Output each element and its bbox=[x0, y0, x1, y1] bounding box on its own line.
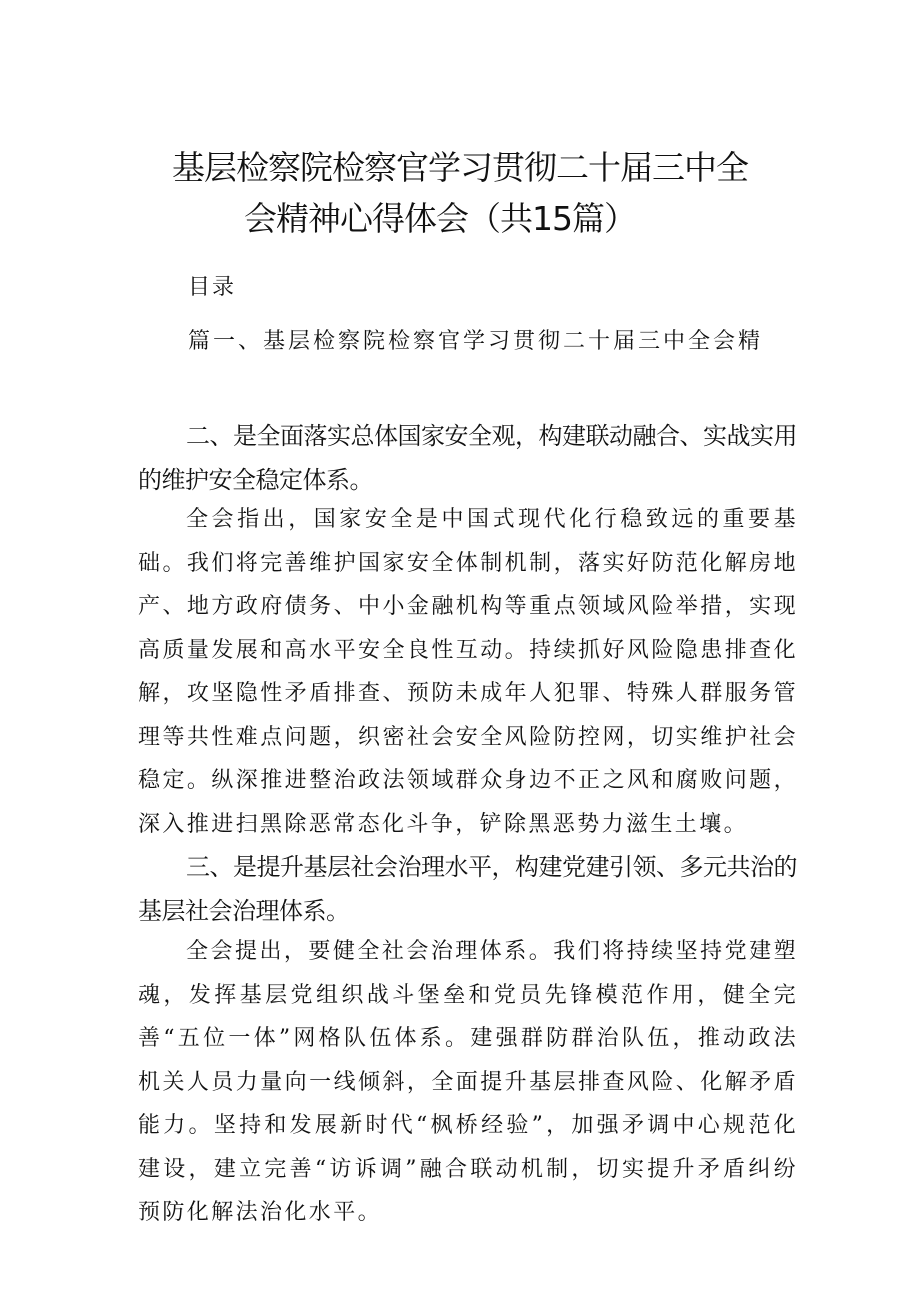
document-title-line-2: 会精神心得体会（共15篇） bbox=[244, 199, 636, 238]
section-3-body: 全会提出，要健全社会治理体系。我们将持续坚持党建塑魂，发挥基层党组织战斗堡垒和党员先锋模范作用，健全完善“五位一体”网格队伍体系。建强群防群治队伍，推动政法机关人员力量向一线倾斜，全面提升基层排查风险、化解矛盾能力。坚持和发展新时代“枫桥经验”，加强矛调中心规范化建设，建立完善“访诉调”融合联动机制，切实提升矛盾纠纷预防化解法治化水平。 bbox=[138, 939, 798, 1225]
section-3-heading: 三、是提升基层社会治理水平，构建党建引领、多元共治的基层社会治理体系。 bbox=[138, 853, 797, 925]
toc-label: 目录 bbox=[188, 275, 237, 300]
document-title-line-1: 基层检察院检察官学习贯彻二十届三中全 bbox=[172, 148, 748, 187]
section-2-heading: 二、是全面落实总体国家安全观，构建联动融合、实战实用的维护安全稳定体系。 bbox=[138, 422, 797, 494]
section-2-body: 全会指出，国家安全是中国式现代化行稳致远的重要基础。我们将完善维护国家安全体制机制，落实好防范化解房地产、地方政府债务、中小金融机构等重点领域风险举措，实现高质量发展和高水平安全良性互动。持续抓好风险隐患排查化解，攻坚隐性矛盾排查、预防未成年人犯罪、特殊人群服务管理等共性难点问题，织密社会安全风险防控网，切实维护社会稳定。纵深推进整治政法领域群众身边不正之风和腐败问题，深入推进扫黑除恶常态化斗争，铲除黑恶势力滋生土壤。 bbox=[138, 507, 798, 837]
toc-item[interactable]: 篇一、基层检察院检察官学习贯彻二十届三中全会精 bbox=[188, 329, 764, 354]
